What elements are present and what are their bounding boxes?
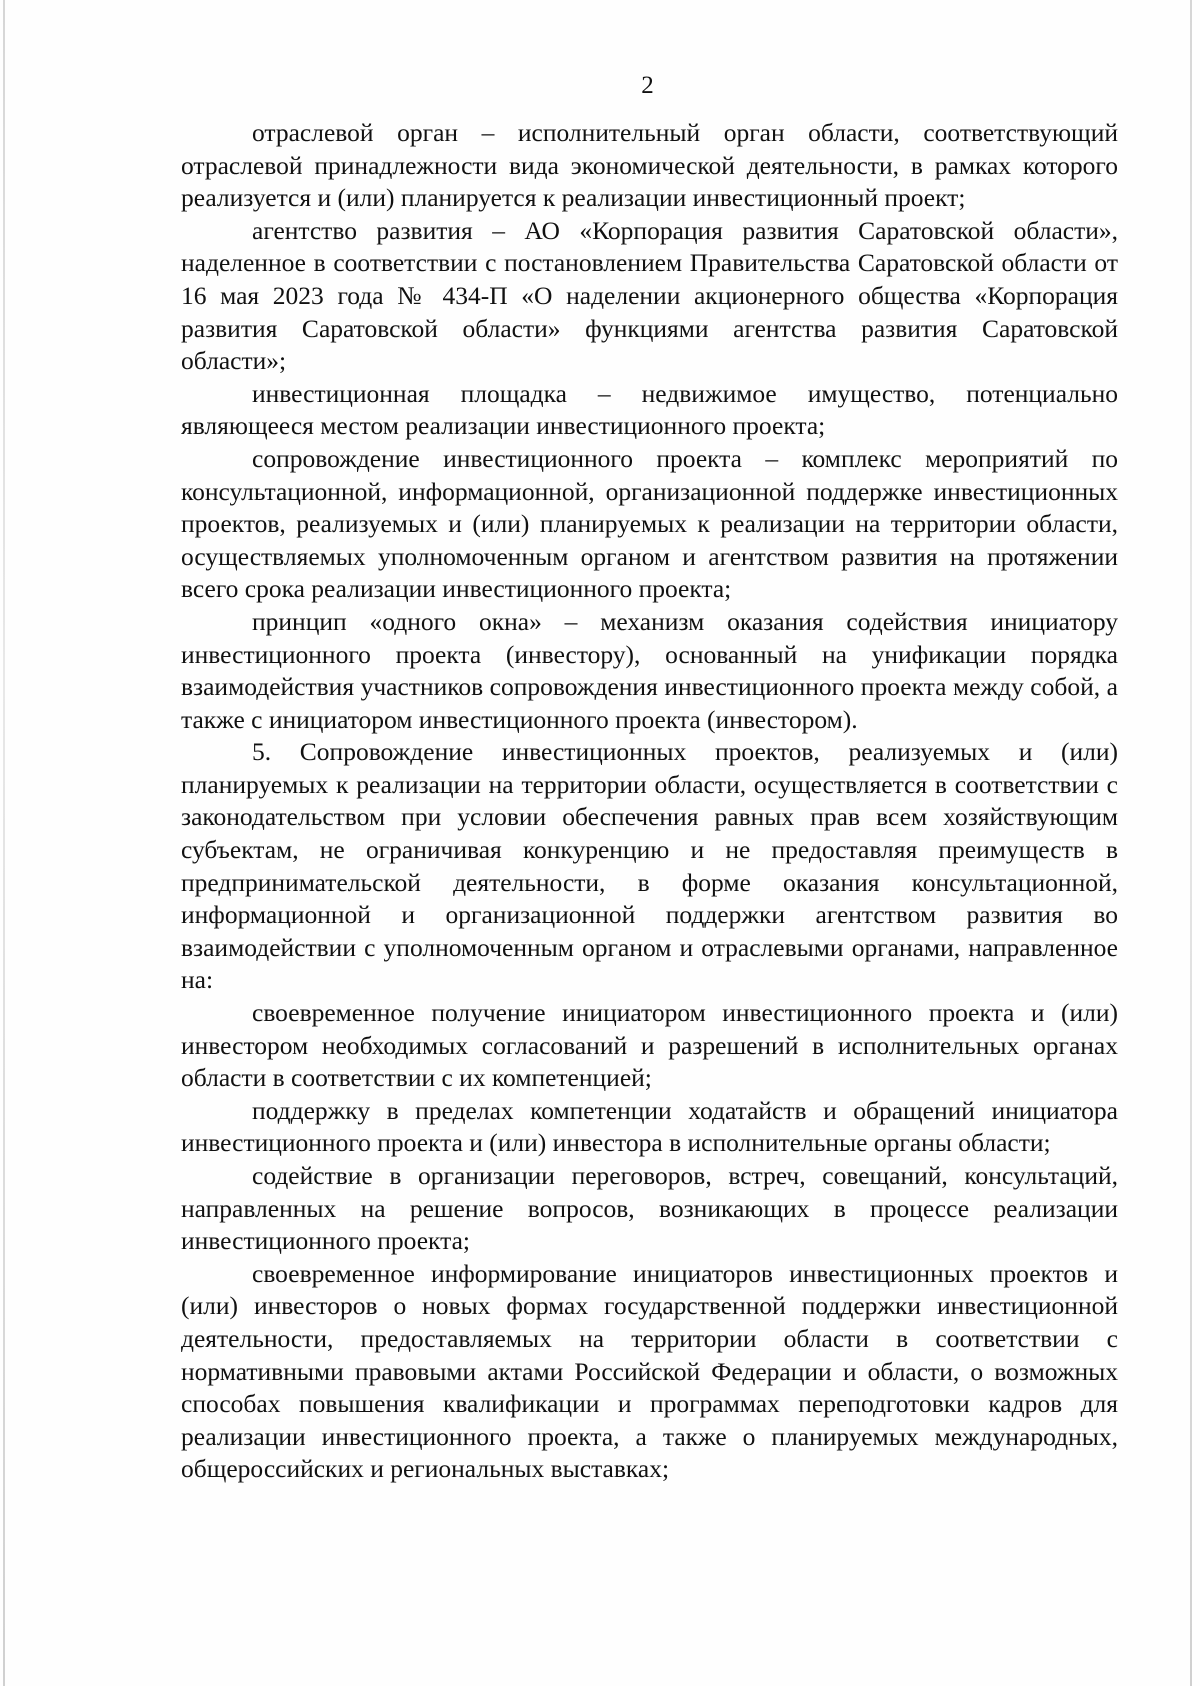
definition-one-window-principle: принцип «одного окна» – механизм оказания содействия инициатору инвестиционного проекта (инвестору), основанный на унификации порядка взаимодействия участников сопровождения инвестиционного проекта между собой, а также с инициатором инвестиционного проекта (инвестором). [181, 606, 1118, 734]
list-item-petitions: поддержку в пределах компетенции ходатайств и обращений инициатора инвестиционного проекта и (или) инвестора в исполнительные органы области; [181, 1095, 1118, 1158]
definition-project-support: сопровождение инвестиционного проекта – комплекс мероприятий по консультационной, информационной, организационной поддержке инвестиционных проектов, реализуемых и (или) планируемых к реализации на территории области, осуществляемых уполномоченным органом и агентством развития на протяжении всего срока реализации инвестиционного проекта; [181, 443, 1118, 604]
document-body [181, 117, 1118, 1486]
scan-edge-right [1190, 0, 1192, 1686]
list-item-informing: своевременное информирование инициаторов инвестиционных проектов и (или) инвесторов о новых формах государственной поддержки инвестиционной деятельности, предоставляемых на территории области в соответствии с нормативными правовыми актами Российской Федерации и области, о возможных способах повышения квалификации и программах переподготовки кадров для реализации инвестиционного проекта, а также о планируемых международных, общероссийских и региональных выставках; [181, 1258, 1118, 1484]
definition-sectoral-body: отраслевой орган – исполнительный орган области, соответствующий отраслевой принадлежности вида экономической деятельности, в рамках которого реализуется и (или) планируется к реализации инвестиционный проект; [181, 118, 1118, 213]
scan-edge-left [3, 0, 5, 1686]
list-item-negotiations: содействие в организации переговоров, встреч, совещаний, консультаций, направленных на решение вопросов, возникающих в процессе реализации инвестиционного проекта; [181, 1161, 1118, 1256]
page-number: 2 [641, 72, 654, 99]
definition-investment-site: инвестиционная площадка – недвижимое имущество, потенциально являющееся местом реализации инвестиционного проекта; [181, 378, 1118, 441]
definition-development-agency: агентство развития – АО «Корпорация развития Саратовской области», наделенное в соответствии с постановлением Правительства Саратовской области от 16 мая 2023 года № 434-П «О наделении акционерного общества «Корпорация развития Саратовской области» функциями агентства развития Саратовской области»; [181, 215, 1118, 376]
list-item-approvals: своевременное получение инициатором инвестиционного проекта и (или) инвестором необходимых согласований и разрешений в исполнительных органах области в соответствии с их компетенцией; [181, 998, 1118, 1093]
clause-5-support-scope: 5. Сопровождение инвестиционных проектов, реализуемых и (или) планируемых к реализации на территории области, осуществляется в соответствии с законодательством при условии обеспечения равных прав всем хозяйствующим субъектам, не ограничивая конкуренцию и не предоставляя преимуществ в предпринимательской деятельности, в форме оказания консультационной, информационной и организационной поддержки агентством развития во взаимодействии с уполномоченным органом и отраслевыми органами, направленное на: [181, 737, 1118, 995]
